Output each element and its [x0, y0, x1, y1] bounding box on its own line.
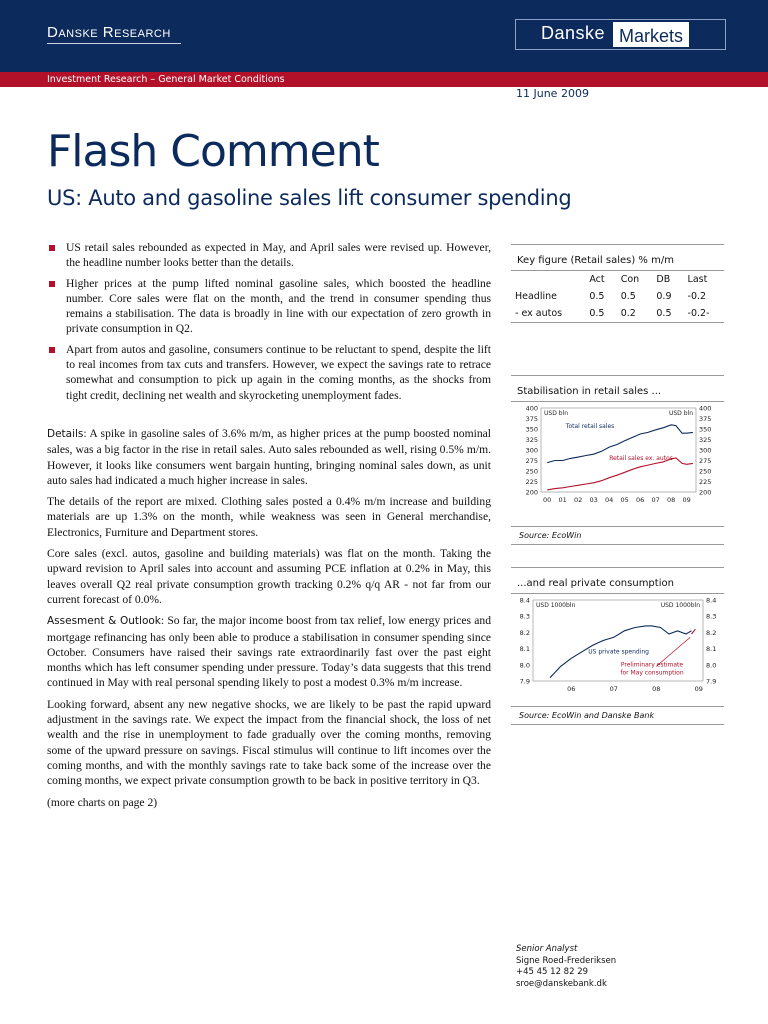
retail-sales-chart [511, 402, 724, 522]
outlook-text: : So far, the major income boost from tax relief, low energy prices and mortgage refinancing has only been able to produce a stabilisation in consumer spending since October. Consumers have raised their savings rate extraordinarily fast over the past eight months which has left consumer spending under pressure. Today’s data suggests that this trend continued in May with real personal spending likely to post a modest 0.3% m/m increase. [47, 614, 492, 690]
x-tick-label: 09 [682, 496, 691, 504]
brand-underline [47, 43, 181, 44]
x-tick-label: 00 [543, 496, 552, 504]
table-cell: -0.2- [687, 308, 710, 319]
key-figure-title: Key figure (Retail sales) % m/m [511, 244, 724, 271]
summary-bullets [47, 240, 491, 403]
y-tick-label-right: 375 [699, 415, 712, 423]
annotation-label: for May consumption [620, 669, 684, 677]
logo-right: Markets [613, 22, 689, 47]
x-tick-label: 08 [652, 685, 661, 693]
table-header-cell: Con [620, 274, 640, 285]
y-tick-label-left: 8.3 [519, 612, 530, 621]
key-figure-box [511, 244, 724, 323]
y-tick-label-right: 350 [699, 425, 712, 434]
private-consumption-chart [511, 594, 724, 702]
series-label: Total retail sales [565, 423, 615, 431]
table-cell: -0.2 [687, 291, 707, 302]
table-cell: 0.9 [656, 291, 672, 302]
y-tick-label-right: 300 [699, 446, 712, 455]
paragraph: Looking forward, absent any new negative shocks, we are likely to be past the rapid upward adjustment in the savings rate. We expect the impact from the financial shock, the loss of net wealth and the rise in unemployment to fade gradually over the coming months, removing some of the upward pressure on savings. Fiscal stimulus will continue to lift incomes over the coming months, and with the monthly savings rate to take back some of the increase over the coming months, we expect private consumption growth to be back in positive territory in Q3. [47, 697, 491, 788]
section-bar [0, 72, 768, 87]
page-subtitle: US: Auto and gasoline sales lift consumer spending [47, 186, 572, 210]
section-label: Investment Research – General Market Conditions [47, 74, 285, 85]
y-tick-label-left: 350 [525, 425, 538, 434]
outlook-label: Assesment & Outlook [47, 615, 161, 628]
table-cell: 0.2 [620, 308, 636, 319]
table-cell: 0.5 [656, 308, 672, 319]
y-tick-label-left: 8.2 [519, 628, 530, 637]
y-axis-label-left: USD bln [544, 410, 569, 417]
y-axis-label-right: USD bln [668, 410, 693, 417]
header-bar [0, 0, 768, 72]
paragraph: Core sales (excl. autos, gasoline and building materials) was flat on the month. Taking the upward revision to April sales into account and assuming PCE inflation at 0.2% in May, this leaves overall Q2 real private consumption growth tracking 0.2% q/q AR - not far from our current forecast of 0.0%. [47, 547, 491, 606]
bullet-item: Higher prices at the pump lifted nominal gasoline sales, which boosted the headline number. Core sales were flat on the month, and the trend in consumer spending thus remains a stabilisation. The data is broadly in line with our expectation of zero growth in private consumption in Q2. [47, 276, 491, 337]
y-tick-label-left: 275 [525, 457, 538, 465]
analyst-contact [516, 944, 616, 990]
x-tick-label: 06 [636, 496, 645, 504]
y-axis-label-left: USD 1000bln [536, 602, 576, 609]
y-tick-label-left: 7.9 [519, 677, 530, 686]
table-cell: Headline [515, 291, 557, 302]
table-cell: - ex autos [515, 308, 563, 319]
chart-1-title: Stabilisation in retail sales ... [511, 375, 724, 402]
analyst-phone: +45 45 12 82 29 [516, 967, 589, 977]
y-tick-label-left: 8.1 [519, 645, 530, 654]
analyst-name: Signe Roed-Frederiksen [516, 955, 617, 966]
analyst-email[interactable]: sroe@danskebank.dk [516, 978, 607, 989]
x-tick-label: 07 [609, 685, 618, 693]
x-tick-label: 03 [589, 496, 598, 504]
details-text: : A spike in gasoline sales of 3.6% m/m, as higher prices at the pump boosted nominal sales, was a big factor in the rise in retail sales. Auto sales rebounded as well, rising 0.5% m/m. However, it looks like consumers went bargain hunting, bringing nominal sales down, as unit auto sales had indicated a much higher increase in sales. [47, 426, 491, 487]
x-tick-label: 07 [651, 496, 660, 504]
article-body [47, 240, 491, 816]
y-tick-label-right: 275 [699, 457, 712, 465]
series-label: US private spending [588, 648, 649, 656]
annotation-label: Preliminary estimate [620, 661, 684, 669]
analyst-role: Senior Analyst [516, 944, 578, 954]
table-cell: 0.5 [620, 291, 636, 302]
x-tick-label: 05 [620, 496, 629, 504]
more-charts-note: (more charts on page 2) [47, 795, 158, 809]
y-tick-label-left: 300 [525, 446, 538, 455]
y-tick-label-right: 8.2 [706, 628, 717, 637]
x-tick-label: 02 [574, 496, 583, 504]
chart-2-source: Source: EcoWin and Danske Bank [511, 706, 724, 725]
logo-left: Danske [541, 23, 606, 43]
y-tick-label-left: 325 [525, 436, 538, 444]
page-title: Flash Comment [47, 126, 379, 177]
x-tick-label: 01 [558, 496, 567, 504]
table-row [511, 288, 724, 305]
bullet-item: Apart from autos and gasoline, consumers continue to be reluctant to spend, despite the lift to real incomes from tax cuts and transfers. However, we expect the savings rate to retrace somewhat and consumption to pick up again in the coming months, as the shocks from tight credit, declining net wealth and skyrocketing unemployment fades. [47, 342, 491, 403]
y-tick-label-left: 200 [525, 488, 538, 497]
y-tick-label-right: 250 [699, 467, 712, 476]
y-tick-label-right: 400 [699, 404, 712, 413]
x-tick-label: 04 [605, 496, 614, 504]
details-paragraph [47, 426, 491, 488]
table-cell: 0.5 [589, 291, 605, 302]
y-axis-label-right: USD 1000bln [660, 602, 700, 609]
table-header-cell: Last [687, 274, 708, 285]
bullet-item: US retail sales rebounded as expected in May, and April sales were revised up. However, the headline number looks better than the details. [47, 240, 491, 271]
details-label: Details [47, 427, 84, 440]
y-tick-label-left: 400 [525, 404, 538, 413]
table-header-cell: Act [589, 274, 605, 285]
y-tick-label-right: 200 [699, 488, 712, 497]
y-tick-label-right: 325 [699, 436, 712, 444]
y-tick-label-right: 8.4 [706, 596, 717, 605]
y-tick-label-right: 8.3 [706, 612, 717, 621]
y-tick-label-left: 375 [525, 415, 538, 423]
y-tick-label-left: 250 [525, 467, 538, 476]
table-cell: 0.5 [589, 308, 605, 319]
x-tick-label: 06 [567, 685, 576, 693]
y-tick-label-right: 225 [699, 478, 712, 486]
y-tick-label-left: 225 [525, 478, 538, 486]
chart-1-source: Source: EcoWin [511, 526, 724, 545]
table-header-cell: DB [656, 274, 671, 285]
plot-frame [541, 408, 696, 492]
y-tick-label-left: 8.0 [519, 661, 530, 670]
brand-name: Danske Research [47, 24, 171, 41]
series-line-1 [692, 629, 696, 634]
paragraph: The details of the report are mixed. Clothing sales posted a 0.4% m/m increase and building materials are up 1.3% on the month, while weakness was seen in General merchandise, Electronics, Furniture and Department stores. [47, 495, 491, 539]
y-tick-label-right: 8.1 [706, 645, 717, 654]
danske-markets-logo [515, 19, 726, 50]
sidebar [511, 244, 724, 725]
series-label: Retail sales ex. autos [609, 455, 673, 463]
table-row [511, 305, 724, 323]
y-tick-label-left: 8.4 [519, 596, 530, 605]
outlook-paragraph [47, 613, 491, 690]
x-tick-label: 09 [694, 685, 703, 693]
series-line-1 [547, 458, 693, 490]
chart-2-title: ...and real private consumption [511, 567, 724, 594]
x-tick-label: 08 [667, 496, 676, 504]
table-header-row [511, 271, 724, 288]
report-date: 11 June 2009 [516, 87, 589, 100]
key-figure-table [511, 271, 724, 323]
y-tick-label-right: 7.9 [706, 677, 717, 686]
y-tick-label-right: 8.0 [706, 661, 717, 670]
table-header-cell [511, 271, 585, 288]
